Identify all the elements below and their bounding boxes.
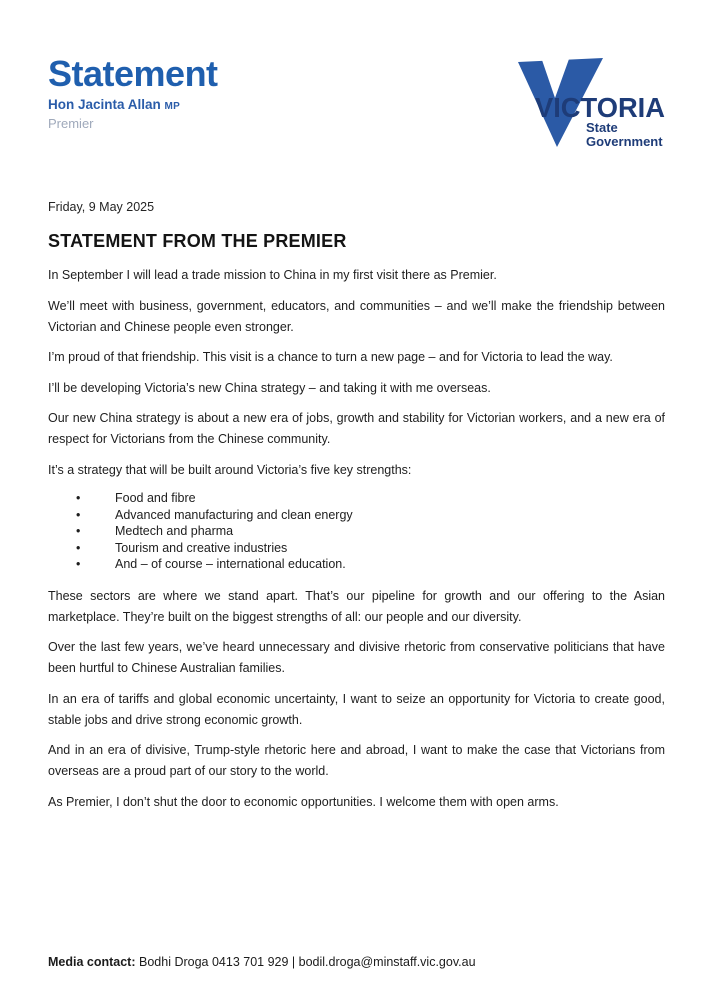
masthead-author [48,97,218,115]
media-contact [48,955,665,970]
paragraph: I’ll be developing Victoria’s new China strategy – and taking it with me overseas. [48,380,491,395]
logo-brand-text: VICTORIA [535,92,665,123]
masthead-role: Premier [48,116,94,131]
paragraph: Our new China strategy is about a new era of jobs, growth and stability for Victorian workers, and a new era of respect for Victorians from the Chinese community. [48,411,665,446]
logo-state-text: State [586,120,618,135]
masthead [48,55,218,131]
paragraph: As Premier, I don’t shut the door to economic opportunities. I welcome them with open arms. [48,794,559,809]
outro-paragraphs [48,586,665,813]
media-contact-details: Bodhi Droga 0413 701 929 | bodil.droga@minstaff.vic.gov.au [139,955,476,969]
list-item: • And – of course – international education. [48,556,665,573]
masthead-title: Statement [48,53,218,94]
paragraph: Over the last few years, we’ve heard unnecessary and divisive rhetoric from conservative politicians that have been hurtful to Chinese Australian families. [48,640,665,675]
paragraph: It’s a strategy that will be built around Victoria’s five key strengths: [48,462,412,477]
statement-body [48,200,665,813]
intro-paragraphs [48,265,665,481]
victoria-logo-icon [517,57,665,149]
document-date: Friday, 9 May 2025 [48,200,155,214]
paragraph: And in an era of divisive, Trump-style rhetoric here and abroad, I want to make the case that Victorians from overseas are a proud part of our story to the world. [48,743,665,778]
paragraph: I’m proud of that friendship. This visit is a chance to turn a new page – and for Victoria to lead the way. [48,350,613,364]
paragraph: In September I will lead a trade mission to China in my first visit there as Premier. [48,268,497,282]
paragraph: We’ll meet with business, government, educators, and communities – and we’ll make the friendship between Victorian and Chinese people even stronger. [48,298,665,334]
list-item: • Medtech and pharma [48,523,665,540]
media-contact-label: Media contact: [48,955,136,969]
list-item: • Food and fibre [48,490,665,507]
document-heading: STATEMENT FROM THE PREMIER [48,231,347,251]
author-postnominal: MP [164,101,181,112]
victoria-state-government-logo [517,57,665,149]
logo-government-text: Government [586,134,663,149]
list-item: • Tourism and creative industries [48,540,665,557]
key-strengths-list [48,490,665,573]
author-name: Hon Jacinta Allan [48,97,161,112]
paragraph: These sectors are where we stand apart. That’s our pipeline for growth and our offering to the Asian marketplace. They’re built on the biggest strengths of all: our people and our diversity. [48,588,665,624]
paragraph: In an era of tariffs and global economic uncertainty, I want to seize an opportunity for Victoria to create good, stable jobs and drive strong economic growth. [48,691,665,727]
list-item: • Advanced manufacturing and clean energy [48,507,665,524]
letterhead [48,55,665,149]
